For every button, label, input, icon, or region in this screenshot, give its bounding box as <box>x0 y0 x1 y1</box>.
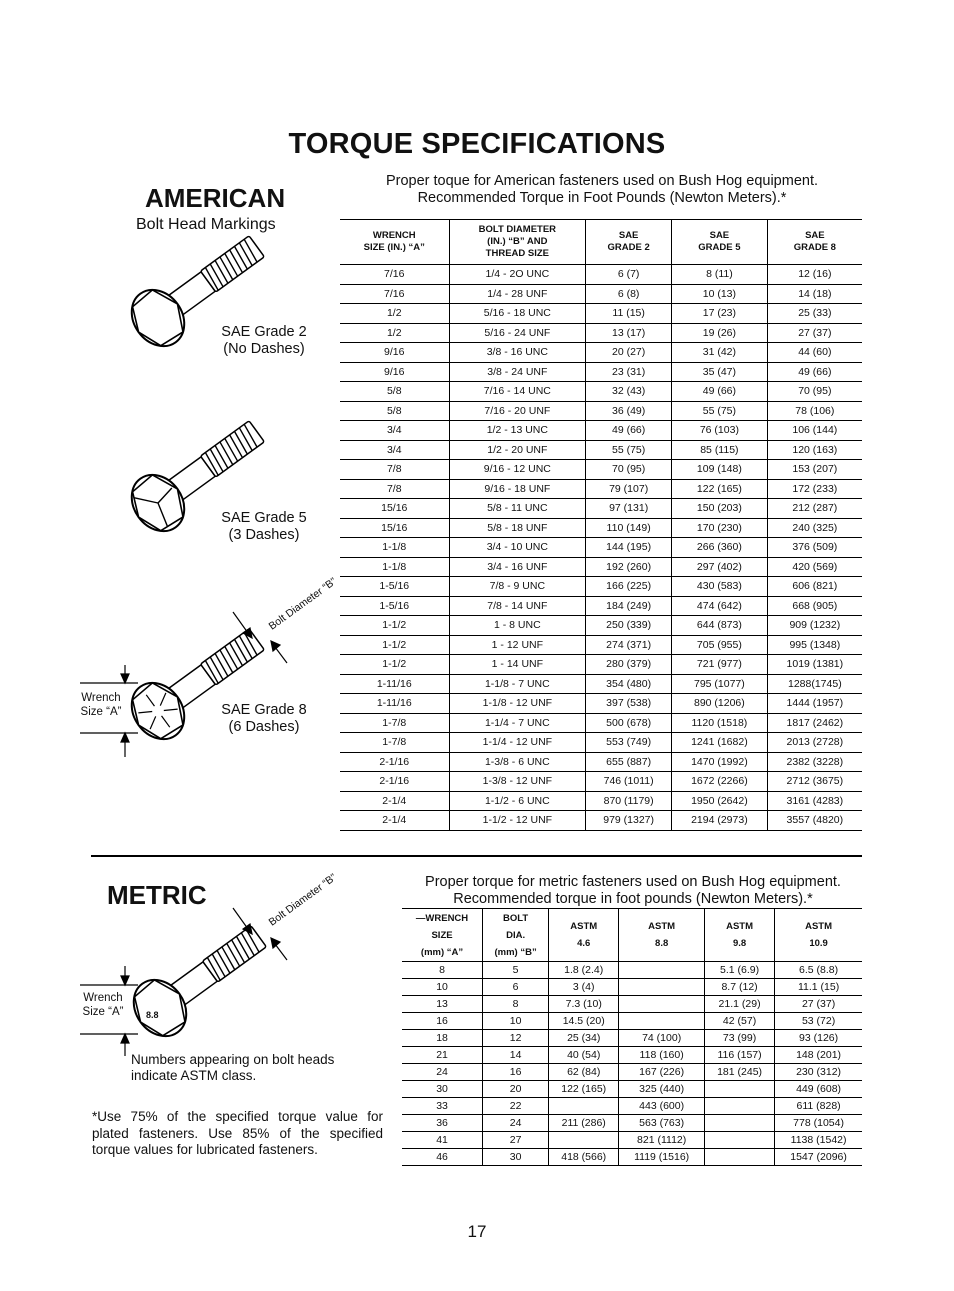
table-cell: 7/16 - 20 UNF <box>449 401 586 421</box>
table-cell: 24 <box>483 1115 549 1132</box>
column-header-line: ASTM <box>648 921 676 932</box>
table-cell: 40 (54) <box>549 1047 619 1064</box>
table-cell: 17 (23) <box>672 304 768 324</box>
table-cell: 1-1/2 - 12 UNF <box>449 811 586 831</box>
table-cell: 1-1/8 <box>340 557 449 577</box>
astm-class-note-line1: Numbers appearing on bolt heads <box>131 1052 335 1067</box>
american-heading: AMERICAN <box>145 183 286 213</box>
table-cell: 70 (95) <box>767 382 862 402</box>
bolt-diameter-label: Bolt Diameter “B” <box>266 575 339 633</box>
table-row <box>402 979 862 996</box>
table-cell: 18 <box>402 1030 483 1047</box>
table-cell: 6.5 (8.8) <box>775 962 862 979</box>
table-cell: 70 (95) <box>586 460 672 480</box>
metric-intro <box>400 874 866 908</box>
table-cell: 1-5/16 <box>340 577 449 597</box>
table-cell: 2194 (2973) <box>672 811 768 831</box>
table-cell: 5/8 <box>340 401 449 421</box>
table-cell: 15/16 <box>340 518 449 538</box>
table-cell: 85 (115) <box>672 440 768 460</box>
column-header-line: 10.9 <box>809 938 828 949</box>
table-cell: 97 (131) <box>586 499 672 519</box>
table-cell: 32 (43) <box>586 382 672 402</box>
column-header-line: GRADE 8 <box>793 242 836 253</box>
table-row <box>402 1081 862 1098</box>
table-cell: 8 <box>483 996 549 1013</box>
table-cell: 16 <box>483 1064 549 1081</box>
table-cell: 31 (42) <box>672 343 768 363</box>
table-cell: 1 - 8 UNC <box>449 616 586 636</box>
table-cell: 20 (27) <box>586 343 672 363</box>
column-header <box>402 909 483 962</box>
table-cell: 979 (1327) <box>586 811 672 831</box>
table-cell: 1-3/8 - 12 UNF <box>449 772 586 792</box>
table-cell: 6 (8) <box>586 284 672 304</box>
sae-grade-8-label-line2: (6 Dashes) <box>228 719 300 735</box>
table-cell: 15/16 <box>340 499 449 519</box>
american-intro-line2: Recommended Torque in Foot Pounds (Newton Meters).* <box>417 190 787 206</box>
table-cell: 10 (13) <box>672 284 768 304</box>
table-cell: 1-1/2 - 6 UNC <box>449 791 586 811</box>
table-cell: 821 (1112) <box>619 1132 705 1149</box>
column-header-line: BOLT <box>503 912 529 924</box>
table-cell: 1-1/8 - 12 UNF <box>449 694 586 714</box>
column-header-line: GRADE 5 <box>698 242 741 253</box>
page-number: 17 <box>467 1222 487 1241</box>
table-cell: 109 (148) <box>672 460 768 480</box>
column-header-line: ASTM <box>570 921 598 932</box>
table-cell: 7/8 <box>340 460 449 480</box>
table-cell: 3/8 - 24 UNF <box>449 362 586 382</box>
table-cell: 150 (203) <box>672 499 768 519</box>
table-cell: 74 (100) <box>619 1030 705 1047</box>
table-cell: 9/16 <box>340 343 449 363</box>
sae-grade-2-label-line2: (No Dashes) <box>223 341 305 357</box>
table-cell: 2712 (3675) <box>767 772 862 792</box>
table-cell: 25 (33) <box>767 304 862 324</box>
table-cell: 995 (1348) <box>767 635 862 655</box>
sae-grade-2-label-line1: SAE Grade 2 <box>221 324 307 340</box>
table-cell: 1-5/16 <box>340 596 449 616</box>
table-cell: 266 (360) <box>672 538 768 558</box>
table-cell: 153 (207) <box>767 460 862 480</box>
table-cell: 13 <box>402 996 483 1013</box>
table-cell: 1.8 (2.4) <box>549 962 619 979</box>
column-header-line: SAE <box>709 230 730 241</box>
column-header <box>775 909 862 962</box>
table-cell: 1-7/8 <box>340 713 449 733</box>
table-cell: 1/2 - 13 UNC <box>449 421 586 441</box>
table-cell: 184 (249) <box>586 596 672 616</box>
table-cell: 890 (1206) <box>672 694 768 714</box>
table-cell: 33 <box>402 1098 483 1115</box>
column-header-line: —WRENCH <box>415 912 469 924</box>
table-cell: 2-1/4 <box>340 791 449 811</box>
table-row <box>402 1149 862 1166</box>
table-cell: 5/16 - 18 UNC <box>449 304 586 324</box>
column-header-line: SIZE <box>431 929 453 941</box>
table-cell: 1-7/8 <box>340 733 449 753</box>
table-cell: 36 <box>402 1115 483 1132</box>
table-cell: 144 (195) <box>586 538 672 558</box>
table-cell: 1119 (1516) <box>619 1149 705 1166</box>
table-cell: 1-1/4 - 12 UNF <box>449 733 586 753</box>
column-header-line: GRADE 2 <box>607 242 650 253</box>
table-cell: 79 (107) <box>586 479 672 499</box>
column-header-line: DIA. <box>506 929 526 941</box>
table-cell: 9/16 - 12 UNC <box>449 460 586 480</box>
table-cell: 500 (678) <box>586 713 672 733</box>
section-divider <box>91 855 862 857</box>
table-cell: 53 (72) <box>775 1013 862 1030</box>
table-cell: 3/4 - 16 UNF <box>449 557 586 577</box>
table-cell: 721 (977) <box>672 655 768 675</box>
table-cell: 354 (480) <box>586 674 672 694</box>
column-header-line: 9.8 <box>732 938 747 949</box>
sae-grade-5-label <box>214 510 314 544</box>
table-cell: 7/8 - 14 UNF <box>449 596 586 616</box>
table-cell: 14 (18) <box>767 284 862 304</box>
column-header-line: WRENCH <box>372 230 416 241</box>
sae-grade-8-label-line1: SAE Grade 8 <box>221 702 307 718</box>
table-cell: 2013 (2728) <box>767 733 862 753</box>
table-cell: 3 (4) <box>549 979 619 996</box>
table-cell: 5/8 - 11 UNC <box>449 499 586 519</box>
metric-wrench-size-label-line1: Wrench <box>83 992 123 1004</box>
table-cell: 778 (1054) <box>775 1115 862 1132</box>
table-cell: 49 (66) <box>672 382 768 402</box>
page-title: TORQUE SPECIFICATIONS <box>288 128 666 160</box>
table-cell: 420 (569) <box>767 557 862 577</box>
table-cell: 1547 (2096) <box>775 1149 862 1166</box>
table-cell: 909 (1232) <box>767 616 862 636</box>
table-cell: 73 (99) <box>704 1030 774 1047</box>
column-header <box>549 909 619 962</box>
column-header-line: ASTM <box>726 921 754 932</box>
table-cell: 7.3 (10) <box>549 996 619 1013</box>
metric-torque-table <box>402 908 862 1166</box>
table-cell <box>704 1081 774 1098</box>
column-header <box>704 909 774 962</box>
table-cell: 7/16 <box>340 284 449 304</box>
footnote: *Use 75% of the specified torque value for plated fasteners. Use 85% of the specified torque values for lubricated fasteners. <box>92 1109 383 1157</box>
table-cell: 8 <box>402 962 483 979</box>
table-cell: 5.1 (6.9) <box>704 962 774 979</box>
table-cell: 1 - 14 UNF <box>449 655 586 675</box>
table-cell: 116 (157) <box>704 1047 774 1064</box>
table-cell: 1120 (1518) <box>672 713 768 733</box>
table-cell: 870 (1179) <box>586 791 672 811</box>
table-cell: 7/8 <box>340 479 449 499</box>
bolt-head-markings-label: Bolt Head Markings <box>136 216 276 233</box>
column-header-line: ASTM <box>805 921 833 932</box>
table-cell: 668 (905) <box>767 596 862 616</box>
table-cell: 1288(1745) <box>767 674 862 694</box>
table-cell: 449 (608) <box>775 1081 862 1098</box>
table-row <box>402 1013 862 1030</box>
table-cell: 563 (763) <box>619 1115 705 1132</box>
table-cell: 181 (245) <box>704 1064 774 1081</box>
table-cell: 655 (887) <box>586 752 672 772</box>
table-cell: 746 (1011) <box>586 772 672 792</box>
metric-heading: METRIC <box>107 880 207 910</box>
table-cell: 7/16 - 14 UNC <box>449 382 586 402</box>
table-cell: 211 (286) <box>549 1115 619 1132</box>
table-cell: 41 <box>402 1132 483 1149</box>
astm-class-note <box>131 1052 334 1083</box>
table-cell: 274 (371) <box>586 635 672 655</box>
table-cell: 120 (163) <box>767 440 862 460</box>
table-cell: 6 (7) <box>586 265 672 285</box>
metric-wrench-size-label-line2: Size “A” <box>82 1006 124 1018</box>
table-cell: 1950 (2642) <box>672 791 768 811</box>
table-cell: 49 (66) <box>586 421 672 441</box>
table-cell: 24 <box>402 1064 483 1081</box>
column-header <box>619 909 705 962</box>
table-cell: 3161 (4283) <box>767 791 862 811</box>
table-cell: 42 (57) <box>704 1013 774 1030</box>
table-cell: 49 (66) <box>767 362 862 382</box>
table-cell: 16 <box>402 1013 483 1030</box>
table-cell: 1817 (2462) <box>767 713 862 733</box>
table-cell: 9/16 <box>340 362 449 382</box>
table-row <box>402 1064 862 1081</box>
table-cell: 166 (225) <box>586 577 672 597</box>
table-cell: 418 (566) <box>549 1149 619 1166</box>
table-cell <box>619 1013 705 1030</box>
table-cell: 23 (31) <box>586 362 672 382</box>
table-cell: 55 (75) <box>586 440 672 460</box>
table-cell: 1-1/4 - 7 UNC <box>449 713 586 733</box>
table-cell: 21 <box>402 1047 483 1064</box>
column-header-line: (IN.) “B” AND <box>487 236 548 247</box>
table-cell: 3/4 <box>340 440 449 460</box>
table-cell: 1/2 <box>340 323 449 343</box>
table-cell: 250 (339) <box>586 616 672 636</box>
table-cell: 1/4 - 28 UNF <box>449 284 586 304</box>
table-cell <box>619 962 705 979</box>
table-cell: 443 (600) <box>619 1098 705 1115</box>
table-cell: 167 (226) <box>619 1064 705 1081</box>
table-cell: 22 <box>483 1098 549 1115</box>
table-cell: 1-3/8 - 6 UNC <box>449 752 586 772</box>
bolt-head-class-marking: 8.8 <box>146 1010 159 1020</box>
table-row <box>402 996 862 1013</box>
table-cell: 3/4 - 10 UNC <box>449 538 586 558</box>
table-cell: 5/8 <box>340 382 449 402</box>
table-cell: 170 (230) <box>672 518 768 538</box>
table-cell: 118 (160) <box>619 1047 705 1064</box>
table-cell: 14.5 (20) <box>549 1013 619 1030</box>
table-cell: 78 (106) <box>767 401 862 421</box>
table-cell: 11 (15) <box>586 304 672 324</box>
sae-grade-5-label-line2: (3 Dashes) <box>228 527 300 543</box>
table-cell: 148 (201) <box>775 1047 862 1064</box>
metric-bolt-icon <box>123 912 276 1046</box>
table-cell: 76 (103) <box>672 421 768 441</box>
table-cell: 376 (509) <box>767 538 862 558</box>
table-cell: 3557 (4820) <box>767 811 862 831</box>
table-cell: 10 <box>402 979 483 996</box>
table-cell: 55 (75) <box>672 401 768 421</box>
table-cell: 212 (287) <box>767 499 862 519</box>
table-cell: 20 <box>483 1081 549 1098</box>
table-cell: 46 <box>402 1149 483 1166</box>
column-header-line: THREAD SIZE <box>485 248 550 259</box>
table-cell: 5/16 - 24 UNF <box>449 323 586 343</box>
wrench-size-label-line2: Size “A” <box>80 706 122 718</box>
metric-intro-line1: Proper torque for metric fasteners used on Bush Hog equipment. <box>425 874 841 890</box>
table-cell: 397 (538) <box>586 694 672 714</box>
table-cell: 7/16 <box>340 265 449 285</box>
metric-table-header <box>402 909 862 962</box>
table-cell: 297 (402) <box>672 557 768 577</box>
table-cell: 110 (149) <box>586 518 672 538</box>
metric-bolt-diameter-label: Bolt Diameter “B” <box>266 871 339 929</box>
table-cell: 93 (126) <box>775 1030 862 1047</box>
table-cell: 1-1/2 <box>340 655 449 675</box>
table-cell: 1-11/16 <box>340 674 449 694</box>
table-row <box>402 962 862 979</box>
table-cell: 27 (37) <box>775 996 862 1013</box>
column-header-line: (mm) “A” <box>420 946 464 958</box>
table-cell: 8.7 (12) <box>704 979 774 996</box>
table-row <box>402 1030 862 1047</box>
table-cell: 12 (16) <box>767 265 862 285</box>
table-row <box>402 1115 862 1132</box>
table-cell: 19 (26) <box>672 323 768 343</box>
table-cell: 611 (828) <box>775 1098 862 1115</box>
table-cell: 240 (325) <box>767 518 862 538</box>
table-cell <box>704 1115 774 1132</box>
table-cell: 192 (260) <box>586 557 672 577</box>
wrench-size-label <box>74 691 128 719</box>
table-cell: 11.1 (15) <box>775 979 862 996</box>
table-cell: 1241 (1682) <box>672 733 768 753</box>
table-cell: 705 (955) <box>672 635 768 655</box>
table-cell: 2-1/16 <box>340 772 449 792</box>
column-header-line: BOLT DIAMETER <box>478 224 557 235</box>
astm-class-note-line2: indicate ASTM class. <box>131 1067 257 1083</box>
table-row <box>402 1098 862 1115</box>
table-cell <box>549 1132 619 1149</box>
table-cell: 1672 (2266) <box>672 772 768 792</box>
column-header-line: SAE <box>618 230 639 241</box>
metric-wrench-size-label <box>76 991 130 1019</box>
table-cell: 36 (49) <box>586 401 672 421</box>
table-cell: 62 (84) <box>549 1064 619 1081</box>
sae-grade-8-label <box>214 702 314 736</box>
table-cell: 10 <box>483 1013 549 1030</box>
table-cell: 325 (440) <box>619 1081 705 1098</box>
table-cell: 1-1/8 <box>340 538 449 558</box>
table-cell: 106 (144) <box>767 421 862 441</box>
table-cell: 122 (165) <box>672 479 768 499</box>
table-cell: 553 (749) <box>586 733 672 753</box>
table-cell <box>704 1098 774 1115</box>
table-cell: 30 <box>402 1081 483 1098</box>
table-cell: 27 <box>483 1132 549 1149</box>
table-cell <box>704 1132 774 1149</box>
wrench-size-label-line1: Wrench <box>81 692 121 704</box>
american-intro-line1: Proper toque for American fasteners used on Bush Hog equipment. <box>385 173 819 189</box>
table-cell: 122 (165) <box>549 1081 619 1098</box>
table-cell: 1470 (1992) <box>672 752 768 772</box>
table-cell: 1/4 - 2O UNC <box>449 265 586 285</box>
table-cell: 35 (47) <box>672 362 768 382</box>
table-cell: 5 <box>483 962 549 979</box>
table-cell: 606 (821) <box>767 577 862 597</box>
table-cell: 1 - 12 UNF <box>449 635 586 655</box>
table-cell: 2-1/16 <box>340 752 449 772</box>
table-cell: 172 (233) <box>767 479 862 499</box>
table-cell: 8 (11) <box>672 265 768 285</box>
table-cell: 1-1/2 <box>340 616 449 636</box>
table-cell: 25 (34) <box>549 1030 619 1047</box>
table-cell: 2382 (3228) <box>767 752 862 772</box>
column-header-line: SAE <box>805 230 825 241</box>
table-cell: 5/8 - 18 UNF <box>449 518 586 538</box>
column-header-line: 4.6 <box>577 938 591 949</box>
table-cell: 6 <box>483 979 549 996</box>
table-cell <box>619 979 705 996</box>
table-cell: 644 (873) <box>672 616 768 636</box>
table-cell: 230 (312) <box>775 1064 862 1081</box>
table-cell: 21.1 (29) <box>704 996 774 1013</box>
table-cell <box>549 1098 619 1115</box>
table-cell: 280 (379) <box>586 655 672 675</box>
table-cell: 44 (60) <box>767 343 862 363</box>
table-cell: 474 (642) <box>672 596 768 616</box>
table-cell: 27 (37) <box>767 323 862 343</box>
table-cell: 2-1/4 <box>340 811 449 831</box>
table-cell: 1444 (1957) <box>767 694 862 714</box>
sae-grade-5-label-line1: SAE Grade 5 <box>221 510 307 526</box>
table-cell: 1138 (1542) <box>775 1132 862 1149</box>
table-cell: 30 <box>483 1149 549 1166</box>
table-cell: 1-1/2 <box>340 635 449 655</box>
table-cell: 14 <box>483 1047 549 1064</box>
column-header-line: SIZE (IN.) “A” <box>363 242 425 253</box>
table-cell: 13 (17) <box>586 323 672 343</box>
table-cell: 7/8 - 9 UNC <box>449 577 586 597</box>
table-cell: 12 <box>483 1030 549 1047</box>
table-cell: 1/2 - 20 UNF <box>449 440 586 460</box>
table-row <box>402 1047 862 1064</box>
column-header-line: (mm) “B” <box>494 946 537 958</box>
table-cell: 9/16 - 18 UNF <box>449 479 586 499</box>
table-row <box>402 1132 862 1149</box>
table-cell <box>704 1149 774 1166</box>
table-cell: 430 (583) <box>672 577 768 597</box>
metric-intro-line2: Recommended torque in foot pounds (Newton Meters).* <box>453 891 813 907</box>
table-cell: 3/8 - 16 UNC <box>449 343 586 363</box>
column-header <box>483 909 549 962</box>
table-cell: 1019 (1381) <box>767 655 862 675</box>
table-cell: 3/4 <box>340 421 449 441</box>
sae-grade-2-label <box>214 324 314 358</box>
table-cell <box>619 996 705 1013</box>
table-cell: 795 (1077) <box>672 674 768 694</box>
table-cell: 1-11/16 <box>340 694 449 714</box>
table-cell: 1-1/8 - 7 UNC <box>449 674 586 694</box>
table-cell: 1/2 <box>340 304 449 324</box>
column-header-line: 8.8 <box>655 938 669 949</box>
